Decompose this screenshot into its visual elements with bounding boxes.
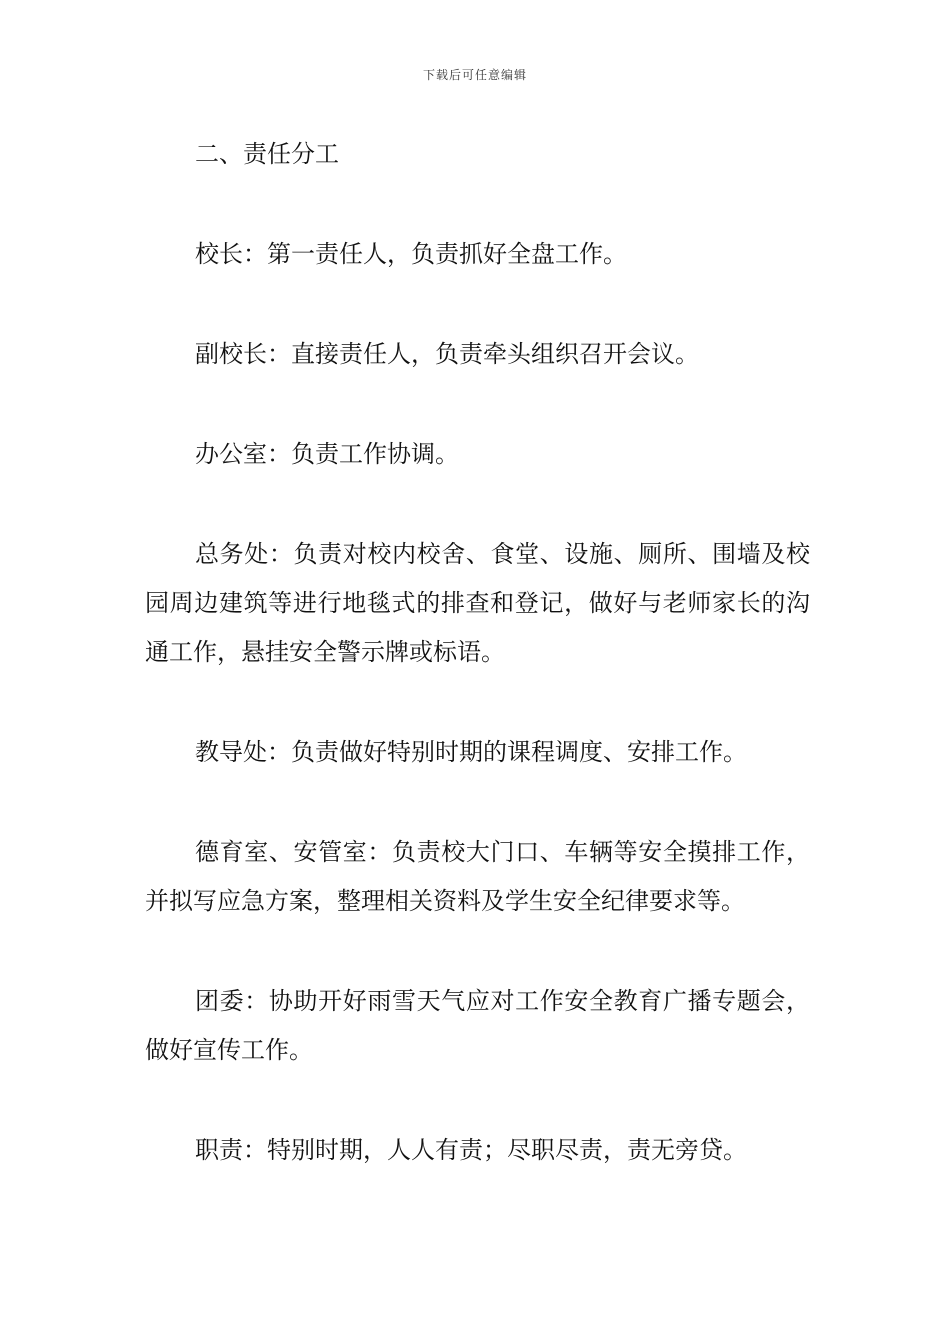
- paragraph-moral-education-security: 德育室、安管室：负责校大门口、车辆等安全摸排工作，并拟写应急方案，整理相关资料及学生安全纪律要求等。: [145, 838, 810, 915]
- header-note: 下载后可任意编辑: [422, 68, 527, 82]
- section-heading: 二、责任分工: [195, 140, 339, 168]
- paragraph-principal: 校长：第一责任人，负责抓好全盘工作。: [195, 240, 627, 268]
- paragraph-academic-affairs: 教导处：负责做好特别时期的课程调度、安排工作。: [195, 738, 747, 766]
- paragraph-vice-principal: 副校长：直接责任人，负责牵头组织召开会议。: [195, 340, 699, 368]
- paragraph-general-affairs: 总务处：负责对校内校舍、食堂、设施、厕所、围墙及校园周边建筑等进行地毯式的排查和登记，做好与老师家长的沟通工作，悬挂安全警示牌或标语。: [145, 540, 810, 666]
- paragraph-duties: 职责：特别时期，人人有责；尽职尽责，责无旁贷。: [195, 1136, 747, 1164]
- paragraph-youth-league: 团委：协助开好雨雪天气应对工作安全教育广播专题会，做好宣传工作。: [145, 987, 810, 1064]
- paragraph-office: 办公室：负责工作协调。: [195, 440, 459, 468]
- document-body: [145, 130, 810, 1175]
